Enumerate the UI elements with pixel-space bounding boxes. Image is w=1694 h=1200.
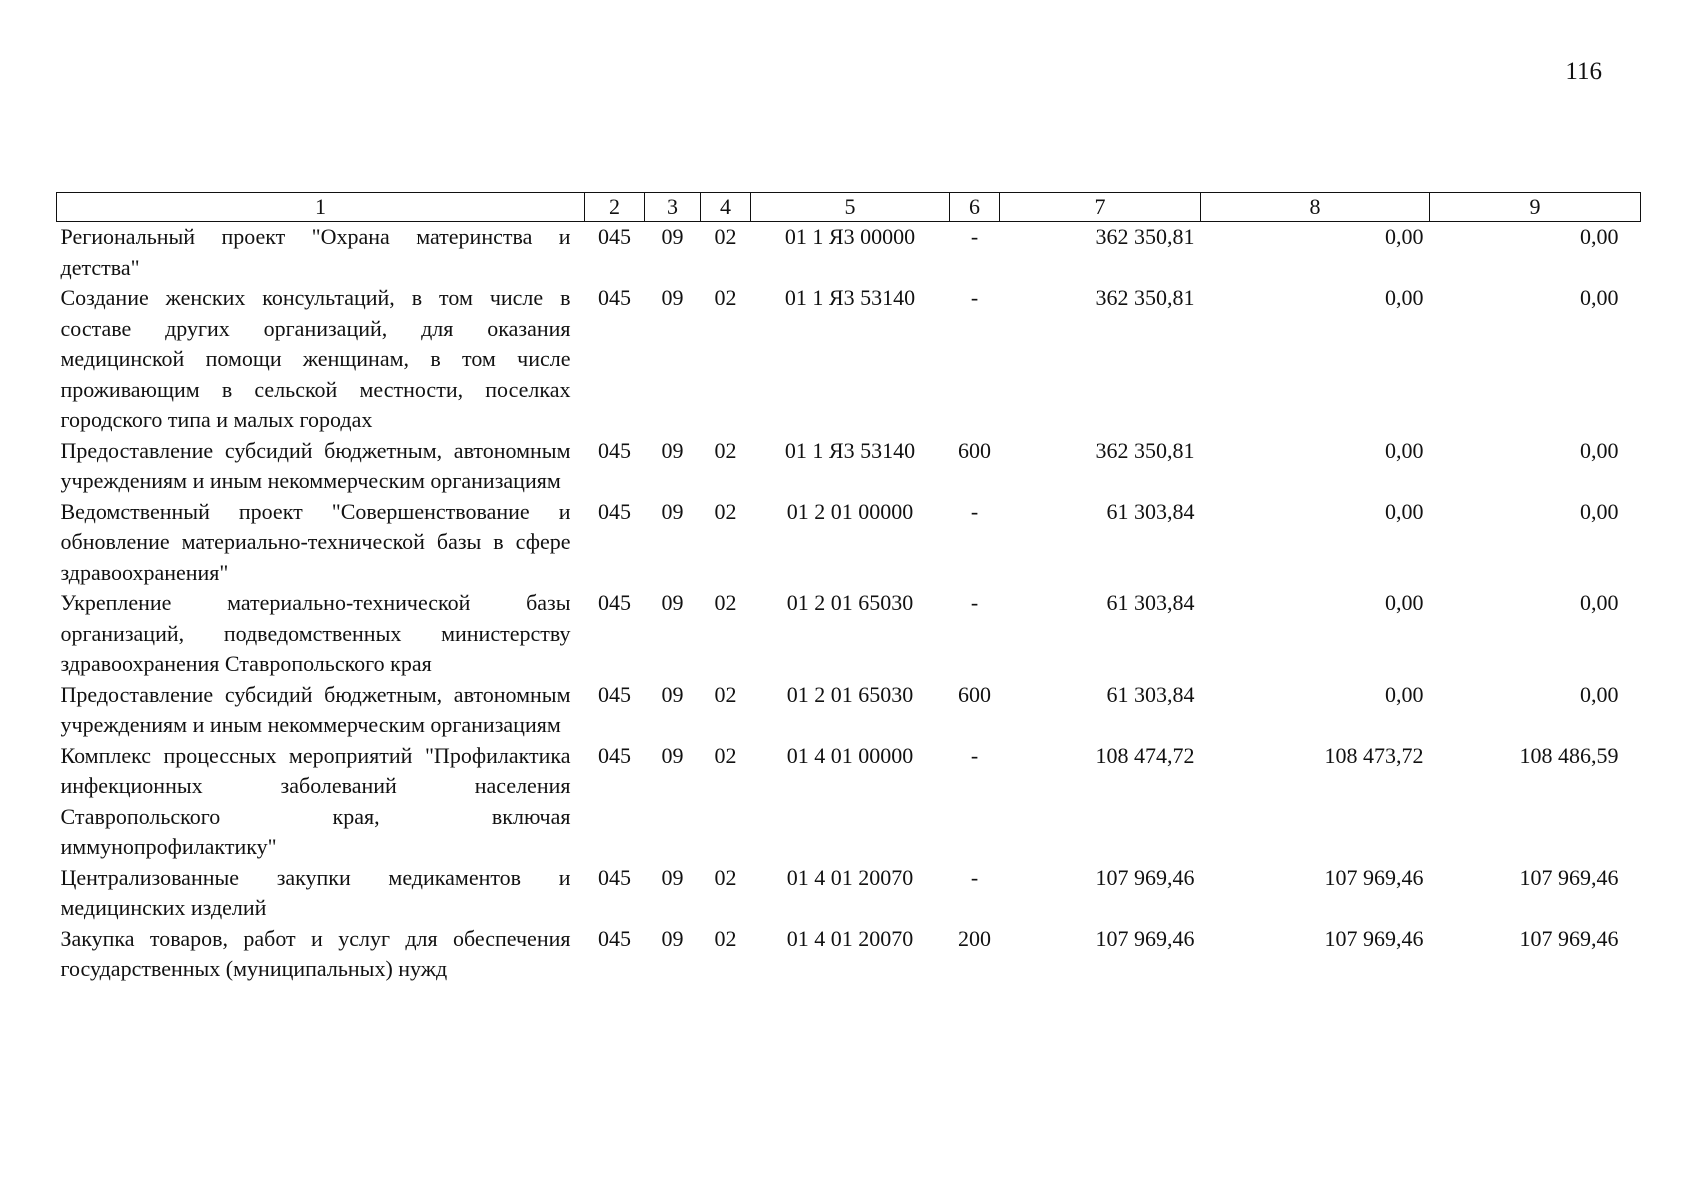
row-subsection: 02 bbox=[714, 864, 737, 890]
row-sum-1: 107 969,46 bbox=[1095, 925, 1195, 951]
row-name: Централизованные закупки медикаментов и медицинских изделий bbox=[60, 864, 571, 920]
column-header: 2 bbox=[585, 193, 645, 222]
row-sum-3: 0,00 bbox=[1580, 681, 1619, 707]
row-name: Региональный проект "Охрана материнства и детства" bbox=[60, 224, 571, 280]
row-sum-2: 108 473,72 bbox=[1324, 742, 1424, 768]
row-sum-1: 61 303,84 bbox=[1106, 498, 1195, 524]
row-section: 09 bbox=[661, 498, 684, 524]
row-sum-3: 0,00 bbox=[1580, 590, 1619, 615]
row-kind: - bbox=[970, 224, 979, 249]
row-target: 01 4 01 20070 bbox=[786, 925, 914, 951]
row-section: 09 bbox=[661, 437, 684, 463]
row-code: 045 bbox=[598, 925, 631, 951]
row-sum-1: 108 474,72 bbox=[1095, 742, 1195, 768]
column-header: 3 bbox=[645, 193, 701, 222]
row-name: Предоставление субсидий бюджетным, автономным учреждениям и иным некоммерческим организациям bbox=[60, 681, 571, 737]
row-sum-3: 0,00 bbox=[1580, 285, 1619, 310]
row-target: 01 4 01 00000 bbox=[786, 742, 914, 768]
row-kind: 200 bbox=[958, 925, 991, 951]
column-header: 6 bbox=[950, 193, 1000, 222]
column-header: 7 bbox=[1000, 193, 1201, 222]
row-code: 045 bbox=[598, 681, 631, 707]
row-subsection: 02 bbox=[714, 681, 737, 707]
column-header: 5 bbox=[751, 193, 950, 222]
row-sum-2: 107 969,46 bbox=[1324, 925, 1424, 951]
row-target: 01 1 Я3 00000 bbox=[784, 224, 916, 249]
row-name: Предоставление субсидий бюджетным, автономным учреждениям и иным некоммерческим организациям bbox=[60, 437, 571, 493]
row-sum-2: 0,00 bbox=[1385, 590, 1424, 615]
row-kind: - bbox=[970, 864, 979, 890]
row-name: Закупка товаров, работ и услуг для обеспечения государственных (муниципальных) нужд bbox=[60, 925, 571, 981]
row-sum-2: 0,00 bbox=[1385, 681, 1424, 707]
row-sum-3: 0,00 bbox=[1580, 437, 1619, 463]
row-code: 045 bbox=[598, 590, 631, 615]
row-sum-1: 362 350,81 bbox=[1095, 224, 1195, 249]
column-header: 8 bbox=[1201, 193, 1430, 222]
row-section: 09 bbox=[661, 590, 684, 615]
table-row bbox=[57, 863, 1641, 924]
row-section: 09 bbox=[661, 925, 684, 951]
table-row bbox=[57, 497, 1641, 589]
row-section: 09 bbox=[661, 681, 684, 707]
row-kind: 600 bbox=[958, 437, 991, 463]
row-subsection: 02 bbox=[714, 498, 737, 524]
row-code: 045 bbox=[598, 285, 631, 310]
row-code: 045 bbox=[598, 864, 631, 890]
table-row bbox=[57, 283, 1641, 436]
table-row bbox=[57, 680, 1641, 741]
row-section: 09 bbox=[661, 742, 684, 768]
table-row bbox=[57, 436, 1641, 497]
row-sum-3: 107 969,46 bbox=[1519, 925, 1619, 951]
table-row bbox=[57, 222, 1641, 284]
row-name: Укрепление материально-технической базы организаций, подведомственных министерству здравоохранения Ставропольского края bbox=[60, 590, 571, 676]
row-target: 01 2 01 65030 bbox=[786, 590, 914, 615]
row-sum-2: 0,00 bbox=[1385, 437, 1424, 463]
row-kind: - bbox=[970, 498, 979, 524]
row-sum-2: 107 969,46 bbox=[1324, 864, 1424, 890]
row-sum-1: 61 303,84 bbox=[1106, 590, 1195, 615]
row-sum-1: 107 969,46 bbox=[1095, 864, 1195, 890]
row-subsection: 02 bbox=[714, 590, 737, 615]
row-subsection: 02 bbox=[714, 925, 737, 951]
row-section: 09 bbox=[661, 864, 684, 890]
row-subsection: 02 bbox=[714, 437, 737, 463]
row-code: 045 bbox=[598, 224, 631, 249]
row-sum-3: 107 969,46 bbox=[1519, 864, 1619, 890]
row-name: Создание женских консультаций, в том числе в составе других организаций, для оказания медицинской помощи женщинам, в том числе проживающим в сельской местности, поселках городского типа и малых городах bbox=[60, 285, 571, 432]
column-header: 1 bbox=[57, 193, 585, 222]
row-sum-2: 0,00 bbox=[1385, 285, 1424, 310]
row-code: 045 bbox=[598, 498, 631, 524]
row-sum-1: 362 350,81 bbox=[1095, 437, 1195, 463]
row-target: 01 2 01 00000 bbox=[786, 498, 914, 524]
row-target: 01 2 01 65030 bbox=[786, 681, 914, 707]
column-header: 4 bbox=[701, 193, 751, 222]
row-sum-1: 61 303,84 bbox=[1106, 681, 1195, 707]
row-name: Комплекс процессных мероприятий "Профилактика инфекционных заболеваний населения Ставропольского края, включая иммунопрофилактику" bbox=[60, 742, 571, 859]
table-header-row bbox=[57, 193, 1641, 222]
row-kind: - bbox=[970, 742, 979, 768]
table-row bbox=[57, 588, 1641, 680]
row-kind: 600 bbox=[958, 681, 991, 707]
row-subsection: 02 bbox=[714, 285, 737, 310]
table-row bbox=[57, 741, 1641, 863]
row-code: 045 bbox=[598, 742, 631, 768]
budget-table bbox=[56, 192, 1641, 985]
row-target: 01 1 Я3 53140 bbox=[784, 285, 916, 310]
row-kind: - bbox=[970, 285, 979, 310]
row-sum-2: 0,00 bbox=[1385, 498, 1424, 524]
row-sum-1: 362 350,81 bbox=[1095, 285, 1195, 310]
row-kind: - bbox=[970, 590, 979, 615]
column-header: 9 bbox=[1430, 193, 1641, 222]
page-number: 116 bbox=[1565, 58, 1602, 85]
row-section: 09 bbox=[661, 224, 684, 249]
row-section: 09 bbox=[661, 285, 684, 310]
row-name: Ведомственный проект "Совершенствование и обновление материально-технической базы в сфере здравоохранения" bbox=[60, 498, 571, 585]
row-target: 01 1 Я3 53140 bbox=[784, 437, 916, 463]
row-sum-2: 0,00 bbox=[1385, 224, 1424, 249]
row-sum-3: 108 486,59 bbox=[1519, 742, 1619, 768]
row-code: 045 bbox=[598, 437, 631, 463]
row-sum-3: 0,00 bbox=[1580, 498, 1619, 524]
row-sum-3: 0,00 bbox=[1580, 224, 1619, 249]
row-subsection: 02 bbox=[714, 224, 737, 249]
row-subsection: 02 bbox=[714, 742, 737, 768]
row-target: 01 4 01 20070 bbox=[786, 864, 914, 890]
table-row bbox=[57, 924, 1641, 985]
